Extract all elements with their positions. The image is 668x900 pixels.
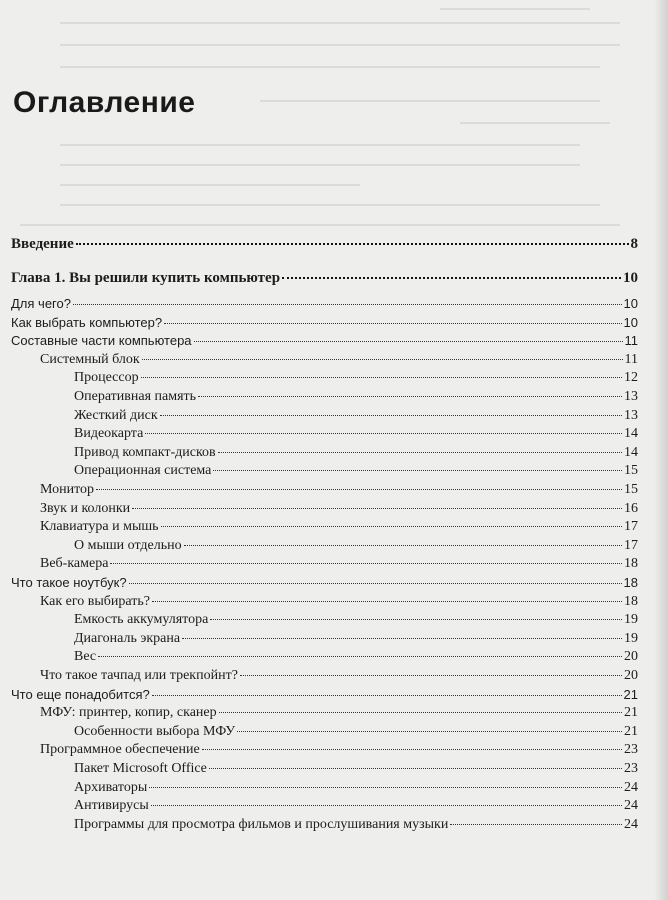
toc-entry-page-number: 19 [624,612,638,628]
toc-entry-title: Архиваторы [74,779,148,795]
toc-entry-page-number: 12 [624,370,638,386]
dot-leader [149,787,622,788]
toc-entry-title: Диагональ экрана [74,630,181,646]
toc-entry-page-number: 20 [624,649,638,665]
dot-leader [240,675,622,676]
dot-leader [76,243,629,245]
toc-entry-page-number: 8 [630,236,638,252]
toc-entry [0,352,638,368]
toc-entry [0,817,638,833]
toc-entry [0,780,638,796]
toc-entry-title: Вес [74,649,97,665]
dot-leader [210,619,622,620]
dot-leader [209,768,622,769]
toc-entry-page-number: 23 [624,761,638,776]
toc-entry-page-number: 24 [624,798,638,814]
toc-entry-page-number: 20 [624,668,638,683]
dot-leader [184,545,622,546]
toc-entry [0,575,638,590]
toc-entry-page-number: 10 [623,314,638,330]
toc-entry [0,501,638,517]
toc-entry-page-number: 21 [624,723,638,739]
toc-entry-title: О мыши отдельно [74,537,182,553]
page-edge-shadow [654,0,668,900]
toc-entry-page-number: 24 [624,779,638,795]
toc-entry-title: Системный блок [40,351,140,367]
toc-entry-title: Для чего? [11,296,71,311]
toc-entry-title: МФУ: принтер, копир, сканер [40,705,217,721]
toc-entry-title: Как выбрать компьютер? [11,314,163,330]
toc-entry-page-number: 18 [624,593,638,609]
dot-leader [152,601,622,602]
toc-entry-title: Что такое ноутбук? [11,575,127,590]
toc-entry [0,370,638,386]
toc-entry [0,724,638,740]
toc-entry-page-number: 15 [624,482,638,497]
toc-entry-title: Операционная система [74,463,212,479]
toc-entry-title: Введение [11,236,74,252]
toc-entry-page-number: 23 [624,742,638,758]
toc-entry-page-number: 11 [624,333,638,349]
toc-entry-page-number: 24 [624,816,638,832]
toc-entry [0,426,638,442]
dot-leader [145,433,622,434]
toc-entry-title: Монитор [40,482,95,497]
dot-leader [141,377,622,378]
toc-entry-title: Как его выбирать? [40,593,150,609]
dot-leader [213,470,622,471]
toc-entry [0,594,638,610]
dot-leader [110,563,622,564]
toc-entry-title: Составные части компьютера [11,333,192,349]
toc-entry-title: Видеокарта [74,426,144,442]
page-title: Оглавление [13,86,196,119]
toc-entry-title: Пакет Microsoft Office [74,761,207,776]
toc-entry-page-number: 17 [624,537,638,553]
toc-entry-page-number: 17 [624,519,638,535]
toc-entry-page-number: 13 [624,407,638,423]
toc-entry [0,519,638,535]
dot-leader [152,695,622,696]
toc-entry-page-number: 19 [624,630,638,646]
toc-entry [0,408,638,424]
toc-entry-page-number: 14 [624,444,638,460]
dot-leader [129,583,622,584]
dot-leader [450,824,622,825]
toc-entry-page-number: 13 [624,389,638,404]
dot-leader [282,277,621,279]
dot-leader [218,452,622,453]
toc-entry-title: Веб-камера [40,556,109,572]
toc-entry-title: Особенности выбора МФУ [74,723,236,739]
toc-entry-page-number: 14 [624,426,638,442]
dot-leader [237,731,622,732]
dot-leader [202,749,622,750]
dot-leader [182,638,622,639]
toc-entry [0,687,638,702]
toc-entry [0,612,638,628]
toc-entry-title: Глава 1. Вы решили купить компьютер [11,270,281,286]
toc-entry [0,761,638,777]
toc-entry-page-number: 10 [623,270,638,286]
toc-entry [0,389,638,405]
dot-leader [164,323,621,324]
dot-leader [142,359,623,360]
toc-entry-page-number: 11 [624,351,638,367]
toc-entry [0,236,638,253]
dot-leader [194,341,623,342]
toc-entry [0,538,638,554]
toc-entry-page-number: 16 [624,500,638,516]
toc-entry [0,315,638,330]
toc-entry-page-number: 10 [623,296,638,311]
toc-entry-page-number: 21 [623,686,638,702]
toc-entry-title: Процессор [74,370,139,386]
toc-entry-page-number: 21 [624,705,638,721]
toc-entry [0,631,638,647]
toc-entry-title: Программное обеспечение [40,742,200,758]
toc-entry-title: Что такое тачпад или трекпойнт? [40,668,238,683]
dot-leader [198,396,622,397]
toc-entry-title: Звук и колонки [40,500,131,516]
toc-entry-title: Емкость аккумулятора [74,612,209,628]
toc-entry [0,296,638,311]
toc-entry-page-number: 18 [624,556,638,572]
dot-leader [160,415,622,416]
toc-entry-title: Программы для просмотра фильмов и прослушивания музыки [74,816,449,832]
toc-entry-title: Привод компакт-дисков [74,444,216,460]
dot-leader [219,712,622,713]
toc-entry [0,649,638,665]
toc-entry [0,463,638,479]
dot-leader [132,508,622,509]
dot-leader [161,526,622,527]
toc-entry [0,705,638,721]
toc-entry-title: Что еще понадобится? [11,686,150,702]
toc-entry-page-number: 18 [623,575,638,590]
toc-entry [0,668,638,684]
toc-entry [0,333,638,348]
toc-entry-title: Клавиатура и мышь [40,519,159,535]
toc-entry-title: Антивирусы [74,798,149,814]
toc-entry [0,556,638,572]
toc-entry [0,270,638,287]
toc-entry [0,445,638,461]
dot-leader [96,489,622,490]
dot-leader [151,805,622,806]
toc-entry [0,742,638,758]
toc-entry [0,798,638,814]
toc-entry-title: Оперативная память [74,389,197,404]
toc-entry-title: Жесткий диск [74,407,158,423]
dot-leader [73,304,622,305]
toc-entry-page-number: 15 [624,463,638,479]
toc-entry [0,482,638,498]
dot-leader [98,656,622,657]
